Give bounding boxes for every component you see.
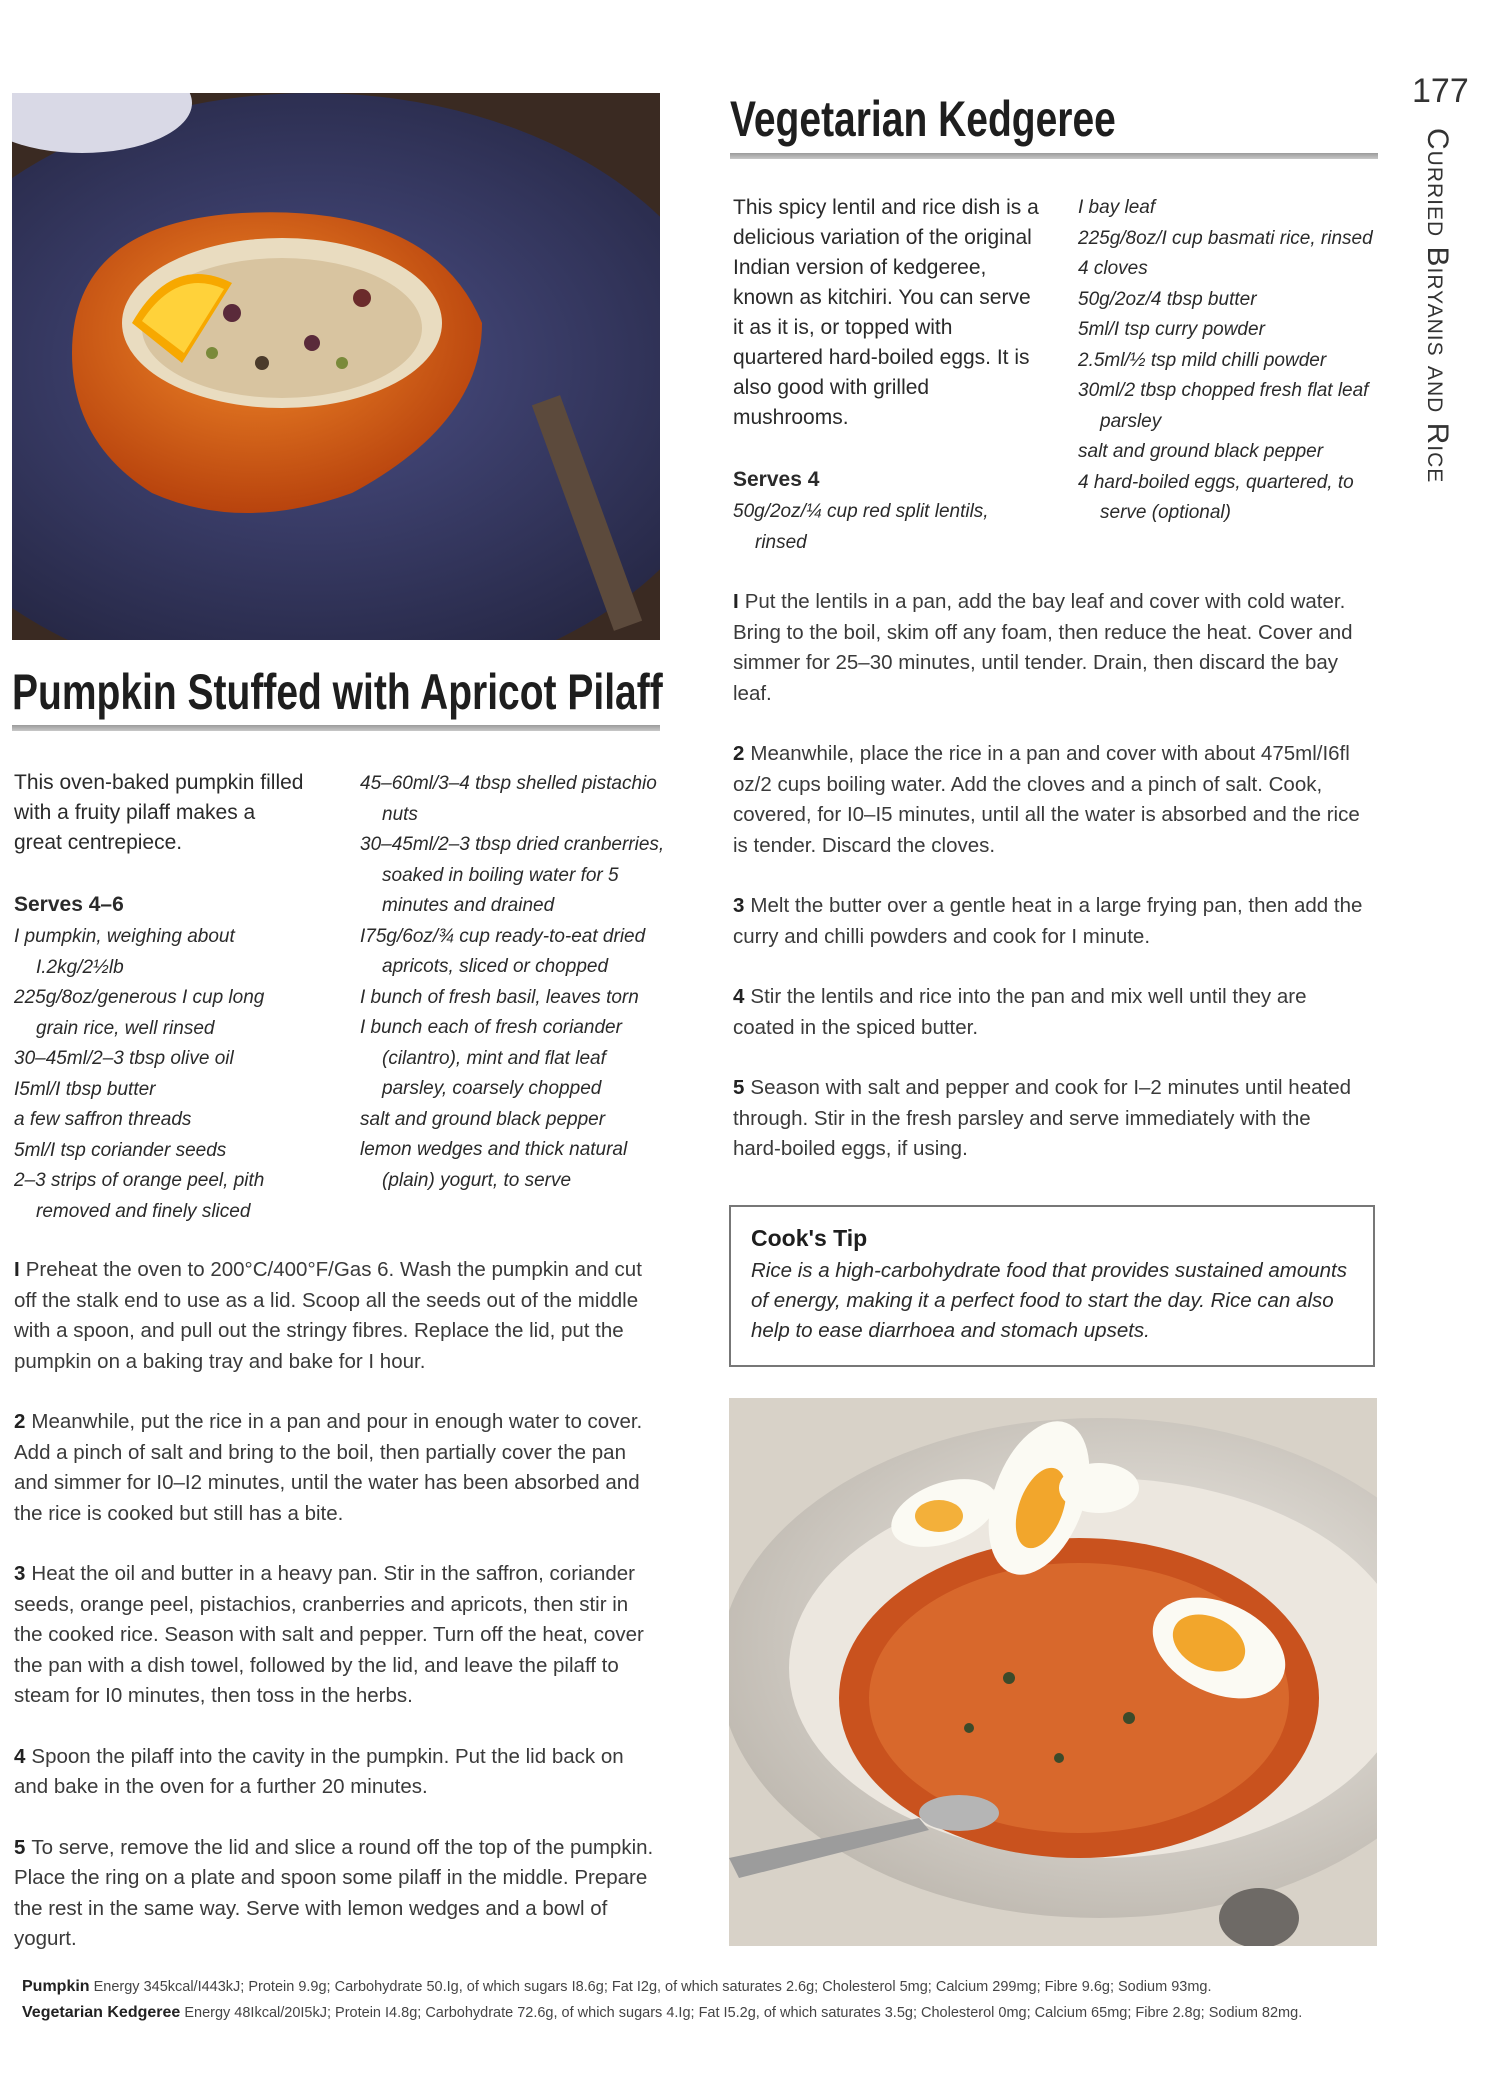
method-step xyxy=(14,1407,654,1529)
method-step xyxy=(733,891,1363,952)
ingredient-item: 30–45ml/2–3 tbsp olive oil xyxy=(14,1048,234,1069)
step-text: To serve, remove the lid and slice a round off the top of the pumpkin. Place the ring on a plate and spoon some pilaff in the middle. Prepare the rest in the same way. Serve with lemon wedges and a bowl of yogurt. xyxy=(14,1835,654,1950)
nutrition-recipe-name: Vegetarian Kedgeree xyxy=(22,2004,181,2021)
cooks-tip-box xyxy=(729,1205,1375,1367)
cooks-tip-text: Rice is a high-carbohydrate food that provides sustained amounts of energy, making it a perfect food to start the day. Rice can also help to ease diarrhoea and stomach upsets. xyxy=(751,1259,1347,1342)
ingredient-item: I bay leaf xyxy=(1078,197,1156,218)
nutrition-recipe-name: Pumpkin xyxy=(22,1978,90,1995)
ingredient-item: salt and ground black pepper xyxy=(1078,441,1324,462)
step-number: 3 xyxy=(733,894,745,917)
step-text: Melt the butter over a gentle heat in a large frying pan, then add the curry and chilli powders and cook for I minute. xyxy=(733,894,1363,948)
ingredient-item: 225g/8oz/I cup basmati rice, rinsed xyxy=(1078,227,1373,249)
step-number: 5 xyxy=(733,1076,745,1099)
ingredient-item: 30–45ml/2–3 tbsp dried cranberries, soaked in boiling water for 5 minutes and drained xyxy=(360,834,665,916)
kedgeree-serves: Serves 4 xyxy=(733,468,820,491)
kedgeree-method xyxy=(733,587,1363,1165)
ingredient-item: I75g/6oz/¾ cup ready-to-eat dried apricots, sliced or chopped xyxy=(360,925,646,977)
ingredient-item: salt and ground black pepper xyxy=(360,1108,606,1130)
step-number: I xyxy=(733,590,739,613)
method-step xyxy=(733,1073,1363,1165)
ingredient-item: 50g/2oz/¼ cup red split lentils, rinsed xyxy=(733,501,989,553)
step-text: Put the lentils in a pan, add the bay leaf and cover with cold water. Bring to the boil, skim off any foam, then reduce the heat. Cover and simmer for 25–30 minutes, until tender. Drain, then discard the bay leaf. xyxy=(733,590,1353,705)
step-number: 3 xyxy=(14,1562,26,1585)
ingredient-item: 4 hard-boiled eggs, quartered, to serve (optional) xyxy=(1078,471,1354,523)
step-number: 5 xyxy=(14,1835,26,1859)
step-text: Meanwhile, put the rice in a pan and pour in enough water to cover. Add a pinch of salt and bring to the boil, then partially cover the pan and simmer for I0–I2 minutes, until the water has been absorbed and the rice is cooked but still has a bite. xyxy=(14,1410,643,1525)
step-text: Spoon the pilaff into the cavity in the pumpkin. Put the lid back on and bake in the oven for a further 20 minutes. xyxy=(14,1744,624,1798)
section-tab xyxy=(1416,128,1456,528)
step-text: Heat the oil and butter in a heavy pan. Stir in the saffron, coriander seeds, orange peel, pistachios, cranberries and apricots, then stir in the cooked rice. Season with salt and pepper. Turn off the heat, cover the pan with a dish towel, followed by the lid, and leave the pilaff to steam for I0 minutes, then toss in the herbs. xyxy=(14,1562,644,1707)
nutrition-kedgeree xyxy=(22,2000,1302,2026)
ingredient-item: 30ml/2 tbsp chopped fresh flat leaf parsley xyxy=(1078,380,1369,432)
ingredient-item: 5ml/I tsp coriander seeds xyxy=(14,1139,227,1161)
step-number: 4 xyxy=(733,985,745,1008)
step-number: 4 xyxy=(14,1744,26,1768)
method-step xyxy=(14,1833,654,1955)
nutrition-pumpkin xyxy=(22,1974,1302,2000)
step-number: 2 xyxy=(14,1410,26,1433)
ingredient-item: I pumpkin, weighing about I.2kg/2½lb xyxy=(14,926,235,978)
kedgeree-photo xyxy=(729,1398,1377,1946)
pumpkin-photo xyxy=(12,93,660,640)
nutrition-footer xyxy=(22,1974,1302,2026)
nutrition-values: Energy 48Ikcal/20I5kJ; Protein I4.8g; Carbohydrate 72.6g, of which sugars 4.Ig; Fat I5.2g, of which saturates 3.5g; Cholesterol 0mg; Calcium 65mg; Fibre 2.8g; Sodium 82mg. xyxy=(184,2005,1303,2021)
ingredient-item: 50g/2oz/4 tbsp butter xyxy=(1078,288,1257,310)
ingredient-item: I bunch each of fresh coriander (cilantro), mint and flat leaf parsley, coarsely chopped xyxy=(360,1017,622,1099)
pumpkin-method xyxy=(14,1255,654,1955)
pumpkin-title-rule xyxy=(12,725,660,731)
pumpkin-title: Pumpkin Stuffed with Apricot Pilaff xyxy=(12,664,663,720)
method-step xyxy=(733,739,1363,861)
method-step xyxy=(733,587,1363,709)
ingredient-item: 45–60ml/3–4 tbsp shelled pistachio nuts xyxy=(360,773,657,825)
method-step xyxy=(14,1255,654,1377)
ingredient-item: 5ml/I tsp curry powder xyxy=(1078,319,1265,340)
page-number: 177 xyxy=(1412,72,1469,110)
cooks-tip-title: Cook's Tip xyxy=(751,1225,868,1251)
ingredient-item: 2.5ml/½ tsp mild chilli powder xyxy=(1078,349,1327,371)
method-step xyxy=(733,982,1363,1043)
step-text: Stir the lentils and rice into the pan and mix well until they are coated in the spiced butter. xyxy=(733,985,1307,1039)
ingredient-item: lemon wedges and thick natural (plain) yogurt, to serve xyxy=(360,1139,628,1191)
ingredient-item: I bunch of fresh basil, leaves torn xyxy=(360,986,639,1008)
kedgeree-intro: This spicy lentil and rice dish is a delicious variation of the original Indian version of kedgeree, known as kitchiri. You can serve it as it is, or topped with quartered hard-boiled eggs. It is also good with grilled mushrooms. xyxy=(733,196,1039,429)
step-text: Season with salt and pepper and cook for I–2 minutes until heated through. Stir in the fresh parsley and serve immediately with the hard-boiled eggs, if using. xyxy=(733,1076,1351,1160)
step-number: I xyxy=(14,1258,20,1281)
ingredient-item: a few saffron threads xyxy=(14,1109,192,1130)
kedgeree-title-rule xyxy=(730,153,1378,159)
pumpkin-ingredients-left xyxy=(14,922,304,1227)
kedgeree-ingredients-right xyxy=(1078,193,1378,529)
pumpkin-serves: Serves 4–6 xyxy=(14,893,124,916)
method-step xyxy=(14,1742,654,1803)
ingredient-item: I5ml/I tbsp butter xyxy=(14,1078,156,1100)
kedgeree-title: Vegetarian Kedgeree xyxy=(730,91,1116,147)
section-title: Curried Biryanis and Rice xyxy=(1421,128,1454,484)
ingredient-item: 225g/8oz/generous I cup long grain rice, well rinsed xyxy=(14,987,265,1039)
step-text: Meanwhile, place the rice in a pan and cover with about 475ml/I6fl oz/2 cups boiling water. Add the cloves and a pinch of salt. Cook, covered, for I0–I5 minutes, until all the water is absorbed and the rice is tender. Discard the cloves. xyxy=(733,742,1360,857)
step-number: 2 xyxy=(733,742,745,765)
step-text: Preheat the oven to 200°C/400°F/Gas 6. Wash the pumpkin and cut off the stalk end to use as a lid. Scoop all the seeds out of the middle with a spoon, and pull out the stringy fibres. Replace the lid, put the pumpkin on a baking tray and bake for I hour. xyxy=(14,1258,642,1373)
kedgeree-ingredients-left xyxy=(733,497,1003,558)
nutrition-values: Energy 345kcal/I443kJ; Protein 9.9g; Carbohydrate 50.Ig, of which sugars I8.6g; Fat I2g, of which saturates 2.6g; Cholesterol 5mg; Calcium 299mg; Fibre 9.6g; Sodium 93mg. xyxy=(93,1979,1212,1995)
pumpkin-ingredients-right xyxy=(360,769,665,1196)
ingredient-item: 2–3 strips of orange peel, pith removed and finely sliced xyxy=(14,1170,265,1222)
pumpkin-intro: This oven-baked pumpkin filled with a fruity pilaff makes a great centrepiece. xyxy=(14,771,304,854)
method-step xyxy=(14,1559,654,1712)
ingredient-item: 4 cloves xyxy=(1078,258,1148,279)
